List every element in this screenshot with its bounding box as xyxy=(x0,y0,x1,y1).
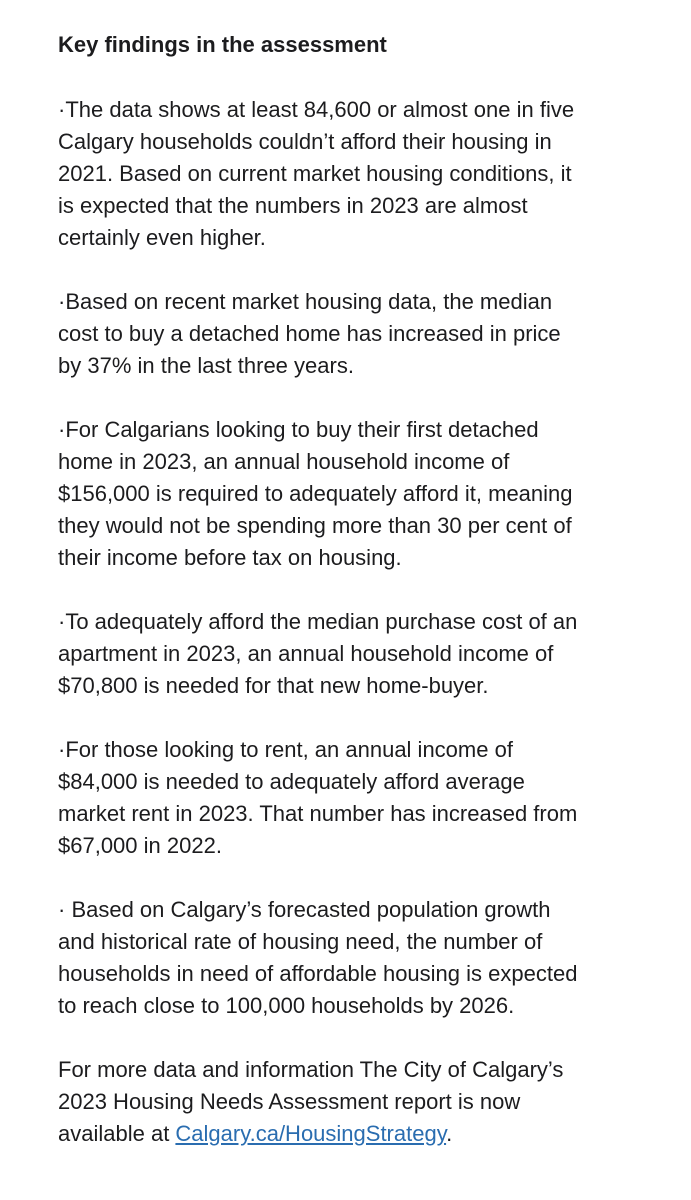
housing-strategy-link[interactable]: Calgary.ca/HousingStrategy xyxy=(175,1121,447,1146)
section-heading: Key findings in the assessment xyxy=(58,32,387,57)
finding-6: · Based on Calgary’s forecasted population growth and historical rate of housing need, the number of households in need of affordable housing is expected to reach close to 100,000 households by 2026. xyxy=(58,897,578,1018)
finding-5: ·For those looking to rent, an annual income of $84,000 is needed to adequately afford average market rent in 2023. That number has increased from $67,000 in 2022. xyxy=(58,737,578,858)
closing-paragraph xyxy=(58,1054,651,1150)
finding-3: ·For Calgarians looking to buy their first detached home in 2023, an annual household income of $156,000 is required to adequately afford it, meaning they would not be spending more than 30 per cent of their income before tax on housing. xyxy=(58,417,573,570)
finding-2: ·Based on recent market housing data, the median cost to buy a detached home has increased in price by 37% in the last three years. xyxy=(58,289,561,378)
closing-period: . xyxy=(446,1121,453,1146)
finding-1: ·The data shows at least 84,600 or almost one in five Calgary households couldn’t afford their housing in 2021. Based on current market housing conditions, it is expected that the numbers in 2023 are almost certainly even higher. xyxy=(58,97,575,250)
closing-text: For more data and information The City of Calgary’s 2023 Housing Needs Assessment report is now available at xyxy=(58,1057,564,1146)
finding-4: ·To adequately afford the median purchase cost of an apartment in 2023, an annual household income of $70,800 is needed for that new home-buyer. xyxy=(58,609,578,698)
